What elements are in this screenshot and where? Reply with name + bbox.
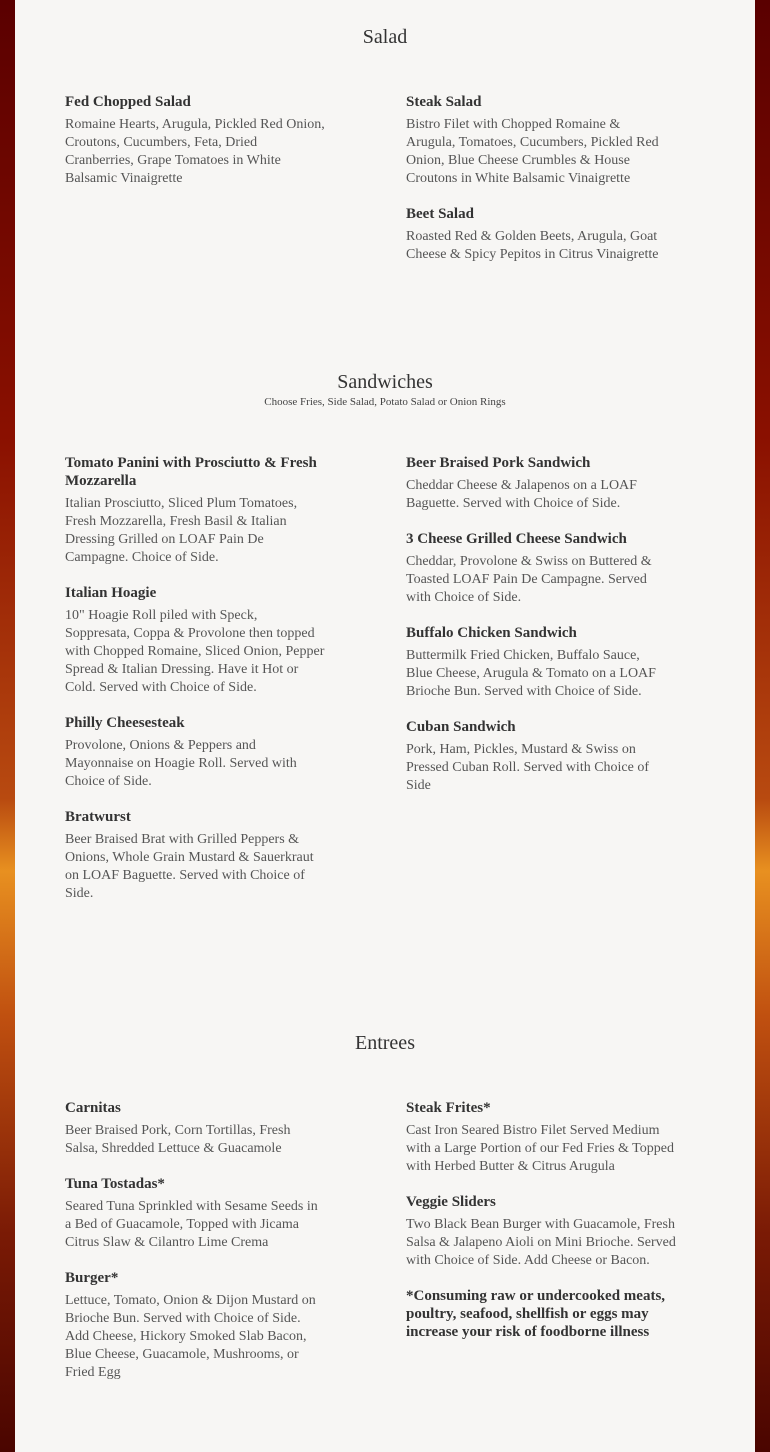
menu-item-name: Veggie Sliders bbox=[406, 1194, 496, 1210]
menu-item-name: Beet Salad bbox=[406, 206, 474, 222]
menu-item bbox=[65, 584, 325, 697]
menu-item-name: Burger* bbox=[65, 1270, 119, 1286]
menu-item-description: Beer Braised Pork, Corn Tortillas, Fresh Salsa, Shredded Lettuce & Guacamole bbox=[65, 1123, 291, 1156]
menu-item-name: Philly Cheesesteak bbox=[65, 715, 185, 731]
menu-item-description: Two Black Bean Burger with Guacamole, Fresh Salsa & Jalapeno Aioli on Mini Brioche. Served with Choice of Side. Add Cheese or Bacon. bbox=[406, 1217, 676, 1268]
background-right-border bbox=[755, 0, 770, 1452]
sandwiches-section bbox=[15, 371, 755, 408]
menu-item-description: Pork, Ham, Pickles, Mustard & Swiss on Pressed Cuban Roll. Served with Choice of Side bbox=[406, 742, 650, 793]
menu-item bbox=[406, 1099, 676, 1176]
menu-item-description: Beer Braised Brat with Grilled Peppers & Onions, Whole Grain Mustard & Sauerkraut on LOAF Baguette. Served with Choice of Side. bbox=[65, 832, 314, 901]
menu-item-description: Cheddar Cheese & Jalapenos on a LOAF Baguette. Served with Choice of Side. bbox=[406, 478, 637, 511]
menu-page bbox=[15, 0, 755, 1452]
entrees-left-column bbox=[65, 1099, 325, 1399]
menu-item-name: Fed Chopped Salad bbox=[65, 94, 191, 110]
menu-item bbox=[406, 1193, 676, 1270]
menu-item-description: Provolone, Onions & Peppers and Mayonnaise on Hoagie Roll. Served with Choice of Side. bbox=[65, 738, 297, 789]
sandwiches-left-column bbox=[65, 454, 325, 920]
menu-item-description: 10" Hoagie Roll piled with Speck, Soppresata, Coppa & Provolone then topped with Chopped Romaine, Sliced Onion, Pepper Spread & Italian Dressing. Have it Hot or Cold. Served with Choice of Side. bbox=[65, 608, 325, 695]
menu-item-name: Steak Frites* bbox=[406, 1100, 491, 1116]
menu-item-name: Cuban Sandwich bbox=[406, 719, 516, 735]
menu-item-description: Lettuce, Tomato, Onion & Dijon Mustard on Brioche Bun. Served with Choice of Side. Add Cheese, Hickory Smoked Slab Bacon, Blue Cheese, Guacamole, Mushrooms, or Fried Egg bbox=[65, 1293, 316, 1380]
menu-item-description: Italian Prosciutto, Sliced Plum Tomatoes, Fresh Mozzarella, Fresh Basil & Italian Dressing Grilled on LOAF Pain De Campagne. Choice of Side. bbox=[65, 496, 298, 565]
menu-item bbox=[406, 624, 666, 701]
menu-item bbox=[406, 205, 666, 264]
menu-item-name: Tomato Panini with Prosciutto & Fresh Mozzarella bbox=[65, 455, 317, 489]
menu-item bbox=[65, 714, 325, 791]
salad-right-column bbox=[406, 93, 666, 281]
menu-item-name: Beer Braised Pork Sandwich bbox=[406, 455, 591, 471]
salad-left-column bbox=[65, 93, 325, 205]
menu-item-description: Cheddar, Provolone & Swiss on Buttered & Toasted LOAF Pain De Campagne. Served with Choice of Side. bbox=[406, 554, 652, 605]
background-left-border bbox=[0, 0, 15, 1452]
menu-item bbox=[65, 1099, 325, 1158]
menu-item bbox=[406, 454, 666, 513]
menu-item bbox=[65, 93, 325, 188]
menu-item bbox=[65, 808, 325, 903]
section-title-salad: Salad bbox=[362, 26, 408, 48]
salad-section bbox=[15, 26, 755, 49]
entrees-section bbox=[15, 1032, 755, 1055]
sandwiches-right-column bbox=[406, 454, 666, 812]
menu-item-name: Bratwurst bbox=[65, 809, 131, 825]
menu-item bbox=[65, 1269, 325, 1382]
menu-item-description: Romaine Hearts, Arugula, Pickled Red Onion, Croutons, Cucumbers, Feta, Dried Cranberries, Grape Tomatoes in White Balsamic Vinaigrette bbox=[65, 117, 325, 186]
menu-item-description: Cast Iron Seared Bistro Filet Served Medium with a Large Portion of our Fed Fries & Topped with Herbed Butter & Citrus Arugula bbox=[406, 1123, 674, 1174]
menu-item-description: Roasted Red & Golden Beets, Arugula, Goat Cheese & Spicy Pepitos in Citrus Vinaigrette bbox=[406, 229, 659, 262]
menu-item-name: Carnitas bbox=[65, 1100, 121, 1116]
menu-item-name: Tuna Tostadas* bbox=[65, 1176, 165, 1192]
menu-item bbox=[406, 530, 666, 607]
menu-item-name: 3 Cheese Grilled Cheese Sandwich bbox=[406, 531, 627, 547]
menu-item-description: Bistro Filet with Chopped Romaine & Arugula, Tomatoes, Cucumbers, Pickled Red Onion, Blue Cheese Crumbles & House Croutons in White Balsamic Vinaigrette bbox=[406, 117, 659, 186]
menu-item bbox=[406, 93, 666, 188]
foodborne-illness-warning: *Consuming raw or undercooked meats, poultry, seafood, shellfish or eggs may increase your risk of foodborne illness bbox=[406, 1288, 666, 1340]
sandwiches-side-choice: Choose Fries, Side Salad, Potato Salad or Onion Rings bbox=[264, 396, 506, 408]
menu-item bbox=[406, 718, 666, 795]
menu-item-name: Steak Salad bbox=[406, 94, 482, 110]
menu-item-description: Seared Tuna Sprinkled with Sesame Seeds in a Bed of Guacamole, Topped with Jicama Citrus Slaw & Cilantro Lime Crema bbox=[65, 1199, 318, 1250]
section-title-entrees: Entrees bbox=[355, 1032, 415, 1054]
menu-item-name: Italian Hoagie bbox=[65, 585, 157, 601]
menu-item bbox=[65, 454, 325, 567]
menu-item-name: Buffalo Chicken Sandwich bbox=[406, 625, 577, 641]
menu-item-description: Buttermilk Fried Chicken, Buffalo Sauce, Blue Cheese, Arugula & Tomato on a LOAF Brioche Bun. Served with Choice of Side. bbox=[406, 648, 656, 699]
entrees-right-column bbox=[406, 1099, 676, 1341]
section-title-sandwiches: Sandwiches bbox=[337, 371, 433, 393]
menu-item bbox=[65, 1175, 325, 1252]
